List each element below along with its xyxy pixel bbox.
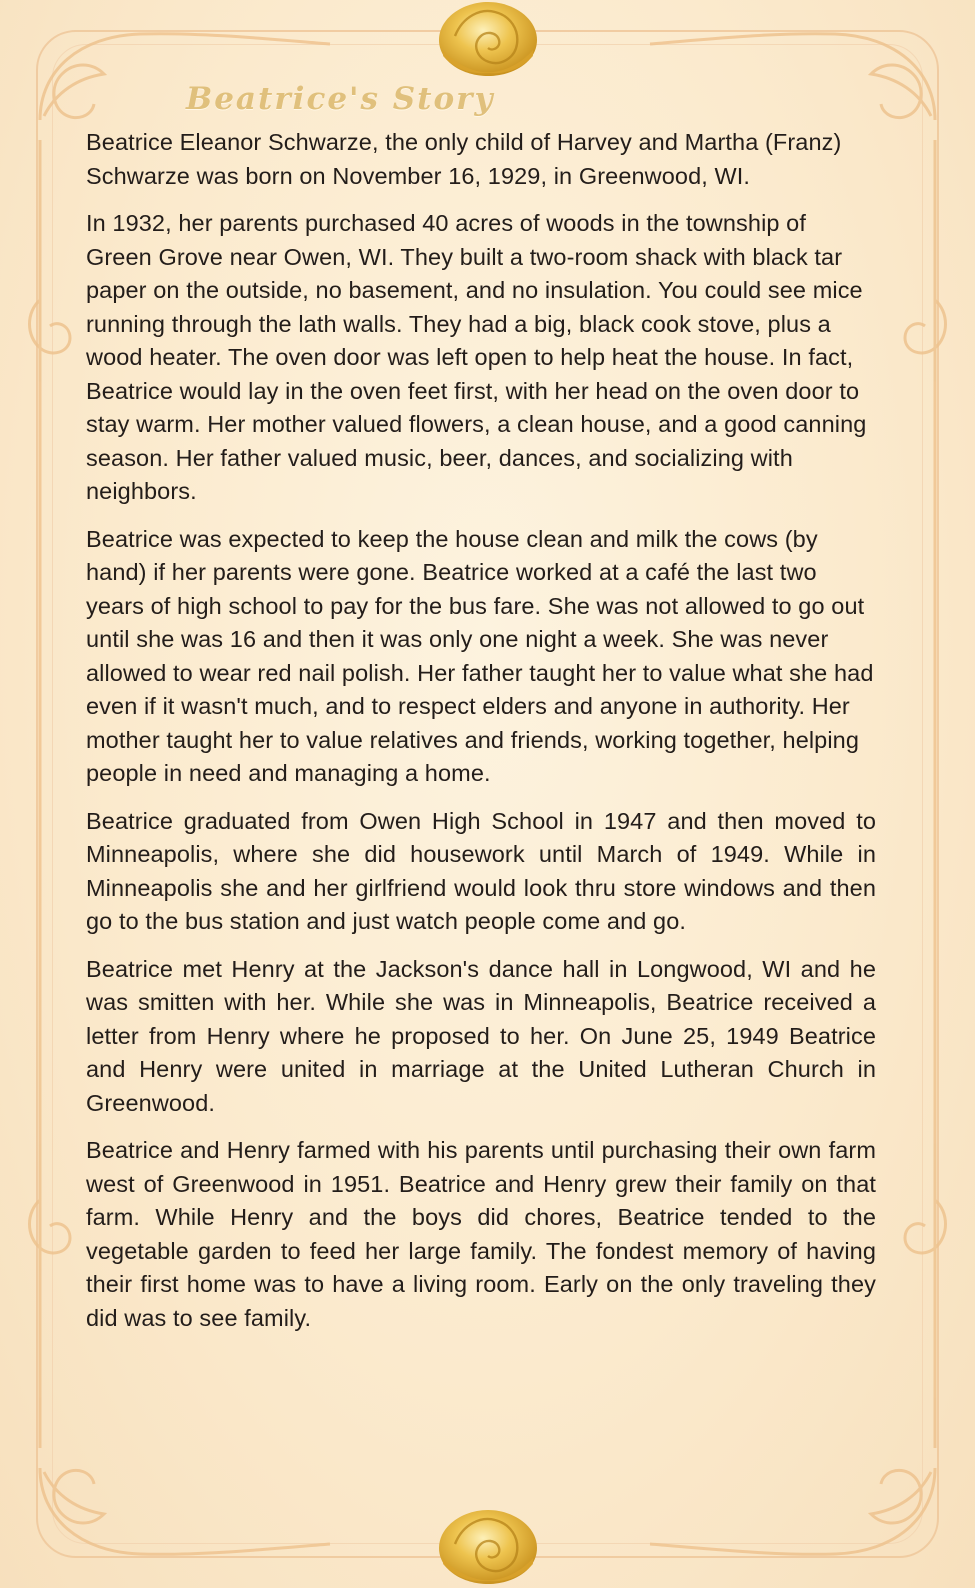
story-paragraph: Beatrice graduated from Owen High School in 1947 and then moved to Minneapolis, where she did housework until March of 1949. While in Minneapolis she and her girlfriend would look thru store windows and then go to the bus station and just watch people come and go.	[86, 807, 876, 934]
story-content	[86, 78, 876, 1335]
story-paragraph: In 1932, her parents purchased 40 acres of woods in the township of Green Grove near Owen, WI. They built a two-room shack with black tar paper on the outside, no basement, and no insulation. You could see mice running through the lath walls. They had a big, black cook stove, plus a wood heater. The oven door was left open to help heat the house. In fact, Beatrice would lay in the oven feet first, with her head on the oven door to stay warm. Her mother valued flowers, a clean house, and a good canning season. Her father valued music, beer, dances, and socializing with neighbors.	[86, 210, 867, 504]
page-title: Beatrice's Story	[186, 81, 495, 117]
story-paragraph: Beatrice met Henry at the Jackson's dance hall in Longwood, WI and he was smitten with her. While she was in Minneapolis, Beatrice received a letter from Henry where he proposed to her. On June 25, 1949 Beatrice and Henry were united in marriage at the United Lutheran Church in Greenwood.	[86, 955, 876, 1116]
rose-icon	[433, 0, 543, 78]
story-paragraph: Beatrice Eleanor Schwarze, the only child of Harvey and Martha (Franz) Schwarze was born on November 16, 1929, in Greenwood, WI.	[86, 129, 842, 189]
rose-icon	[433, 1508, 543, 1586]
story-paragraph: Beatrice was expected to keep the house clean and milk the cows (by hand) if her parents were gone. Beatrice worked at a café the last two years of high school to pay for the bus fare. She was not allowed to go out until she was 16 and then it was only one night a week. She was never allowed to wear red nail polish. Her father taught her to value what she had even if it wasn't much, and to respect elders and anyone in authority. Her mother taught her to value relatives and friends, working together, helping people in need and managing a home.	[86, 525, 874, 786]
story-paragraph: Beatrice and Henry farmed with his parents until purchasing their own farm west of Greenwood in 1951. Beatrice and Henry grew their family on that farm. While Henry and the boys did chores, Beatrice tended to the vegetable garden to feed her large family. The fondest memory of having their first home was to have a living room. Early on the only traveling they did was to see family.	[86, 1137, 876, 1331]
